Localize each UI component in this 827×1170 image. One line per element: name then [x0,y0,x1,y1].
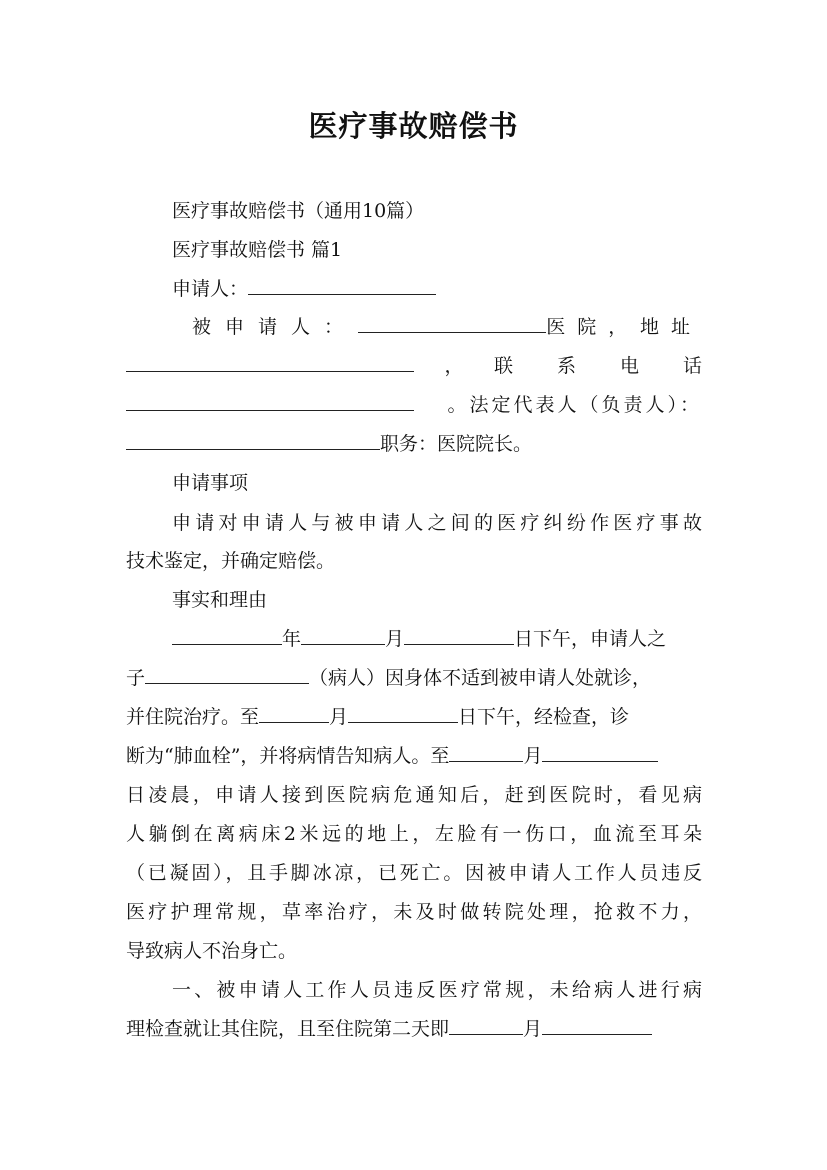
point1-line-2 [126,1016,702,1042]
address-line [126,353,746,379]
month-blank[interactable] [301,626,385,645]
position-line [126,431,702,457]
position-text: 职务：医院院长。 [380,433,533,455]
facts-line-1 [172,626,702,652]
address-label: 地址 [639,316,702,338]
applicant-label: 申请人： [172,278,249,300]
matters-body-2: 技术鉴定，并确定赔偿。 [126,550,336,572]
legal-rep-blank[interactable] [126,431,380,450]
legal-rep-line [126,392,702,418]
facts-line-8: 医疗护理常规，草率治疗，未及时做转院处理，抢救不力， [126,901,702,923]
month-char-3: 月 [523,745,543,767]
facts-line-4 [126,743,702,769]
section-heading: 医疗事故赔偿书 篇1 [172,239,343,261]
day-blank-2[interactable] [348,704,458,723]
month-blank-2[interactable] [259,704,329,723]
facts-line-9: 导致病人不治身亡。 [126,940,298,962]
respondent-blank[interactable] [358,314,546,333]
month-char: 月 [385,628,405,650]
facts-line-6: 人躺倒在离病床2米远的地上，左脸有一伤口，血流至耳朵 [126,823,702,845]
legal-rep-label: 。法定代表人（负责人）： [447,394,702,416]
facts-3-b: 日下午，经检查，诊 [458,706,630,728]
month-blank-3[interactable] [449,743,523,762]
month-blank-4[interactable] [449,1016,523,1035]
facts-1-end: 日下午，申请人之 [514,628,667,650]
matters-heading: 申请事项 [172,472,249,494]
point1-2-text: 理检查就让其住院，且至住院第二天即 [126,1018,450,1040]
day-blank-3[interactable] [542,743,658,762]
facts-4-a: 断为“肺血栓”，并将病情告知病人。至 [126,745,450,767]
point1-line-1: 一、被申请人工作人员违反医疗常规，未给病人进行病 [172,979,702,1001]
comma: ， [444,355,464,377]
respondent-line [192,314,702,340]
facts-line-7: （已凝固），且手脚冰凉，已死亡。因被申请人工作人员违反 [126,862,702,884]
month-char-2: 月 [329,706,349,728]
subtitle: 医疗事故赔偿书（通用10篇） [172,200,425,222]
month-char-4: 月 [523,1018,543,1040]
year-blank[interactable] [172,626,282,645]
respondent-label: 被申请人： [192,316,358,338]
facts-heading: 事实和理由 [172,589,268,611]
day-blank[interactable] [404,626,514,645]
facts-line-3 [126,704,702,730]
year-char: 年 [282,628,302,650]
day-blank-4[interactable] [542,1016,652,1035]
facts-2-end: （病人）因身体不适到被申请人处就诊， [309,667,652,689]
matters-body-1: 申请对申请人与被申请人之间的医疗纠纷作医疗事故 [172,512,702,534]
applicant-blank[interactable] [248,276,436,295]
facts-line-5: 日凌晨，申请人接到医院病危通知后，赶到医院时，看见病 [126,784,702,806]
phone-label: 联系电话 [493,355,746,377]
facts-2-start: 子 [126,667,146,689]
address-blank[interactable] [126,353,414,372]
phone-blank[interactable] [126,392,414,411]
facts-3-a: 并住院治疗。至 [126,706,260,728]
son-name-blank[interactable] [145,665,309,684]
facts-line-2 [126,665,702,691]
hospital-label: 医院， [546,316,640,338]
applicant-line [126,276,702,302]
document-title: 医疗事故赔偿书 [308,109,519,143]
